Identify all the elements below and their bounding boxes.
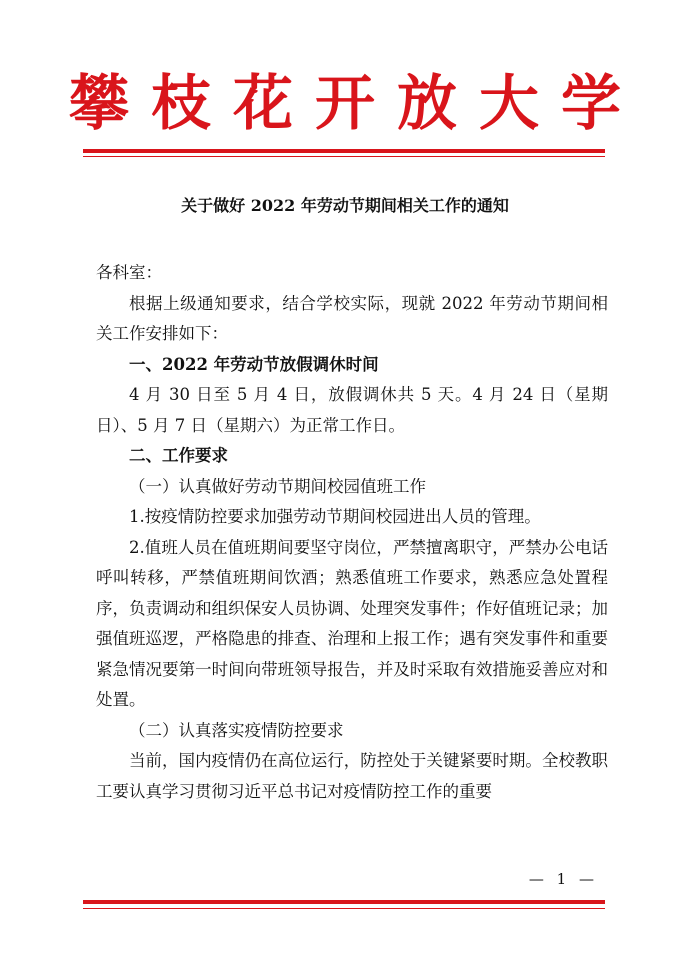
subsection-heading-2: （二）认真落实疫情防控要求 — [129, 720, 344, 740]
section-heading-2: 二、工作要求 — [129, 446, 228, 465]
footer-rule-thin — [83, 908, 605, 909]
footer-rule-thick — [83, 900, 605, 904]
holiday-schedule-paragraph: 4 月 30 日至 5 月 4 日，放假调休共 5 天。4 月 24 日（星期日）、5 月 7 日（星期六）为正常工作日。 — [96, 385, 608, 435]
page-number: — 1 — — [528, 870, 598, 888]
document-title: 关于做好 2022 年劳动节期间相关工作的通知 — [181, 196, 509, 215]
document-body — [96, 258, 608, 807]
salutation: 各科室： — [96, 263, 162, 282]
subsection-heading-1: （一）认真做好劳动节期间校园值班工作 — [129, 476, 426, 496]
section-heading-1: 一、2022 年劳动节放假调休时间 — [129, 354, 379, 374]
duty-item-1: 1.按疫情防控要求加强劳动节期间校园进出人员的管理。 — [129, 507, 541, 526]
header-rule-thin — [83, 156, 605, 157]
header-rule-thick — [83, 149, 605, 153]
intro-paragraph: 根据上级通知要求，结合学校实际，现就 2022 年劳动节期间相关工作安排如下： — [96, 293, 608, 343]
institution-masthead: 攀枝花开放大学 — [69, 69, 643, 139]
epidemic-paragraph: 当前，国内疫情仍在高位运行，防控处于关键紧要时期。全校教职工要认真学习贯彻习近平总书记对疫情防控工作的重要 — [96, 751, 608, 801]
duty-item-2: 2.值班人员在值班期间要坚守岗位，严禁擅离职守，严禁办公电话呼叫转移，严禁值班期间饮酒；熟悉值班工作要求，熟悉应急处置程序，负责调动和组织保安人员协调、处理突发事件；作好值班记录；加强值班巡逻，严格隐患的排查、治理和上报工作；遇有突发事件和重要紧急情况要第一时间向带班领导报告，并及时采取有效措施妥善应对和处置。 — [96, 537, 608, 709]
